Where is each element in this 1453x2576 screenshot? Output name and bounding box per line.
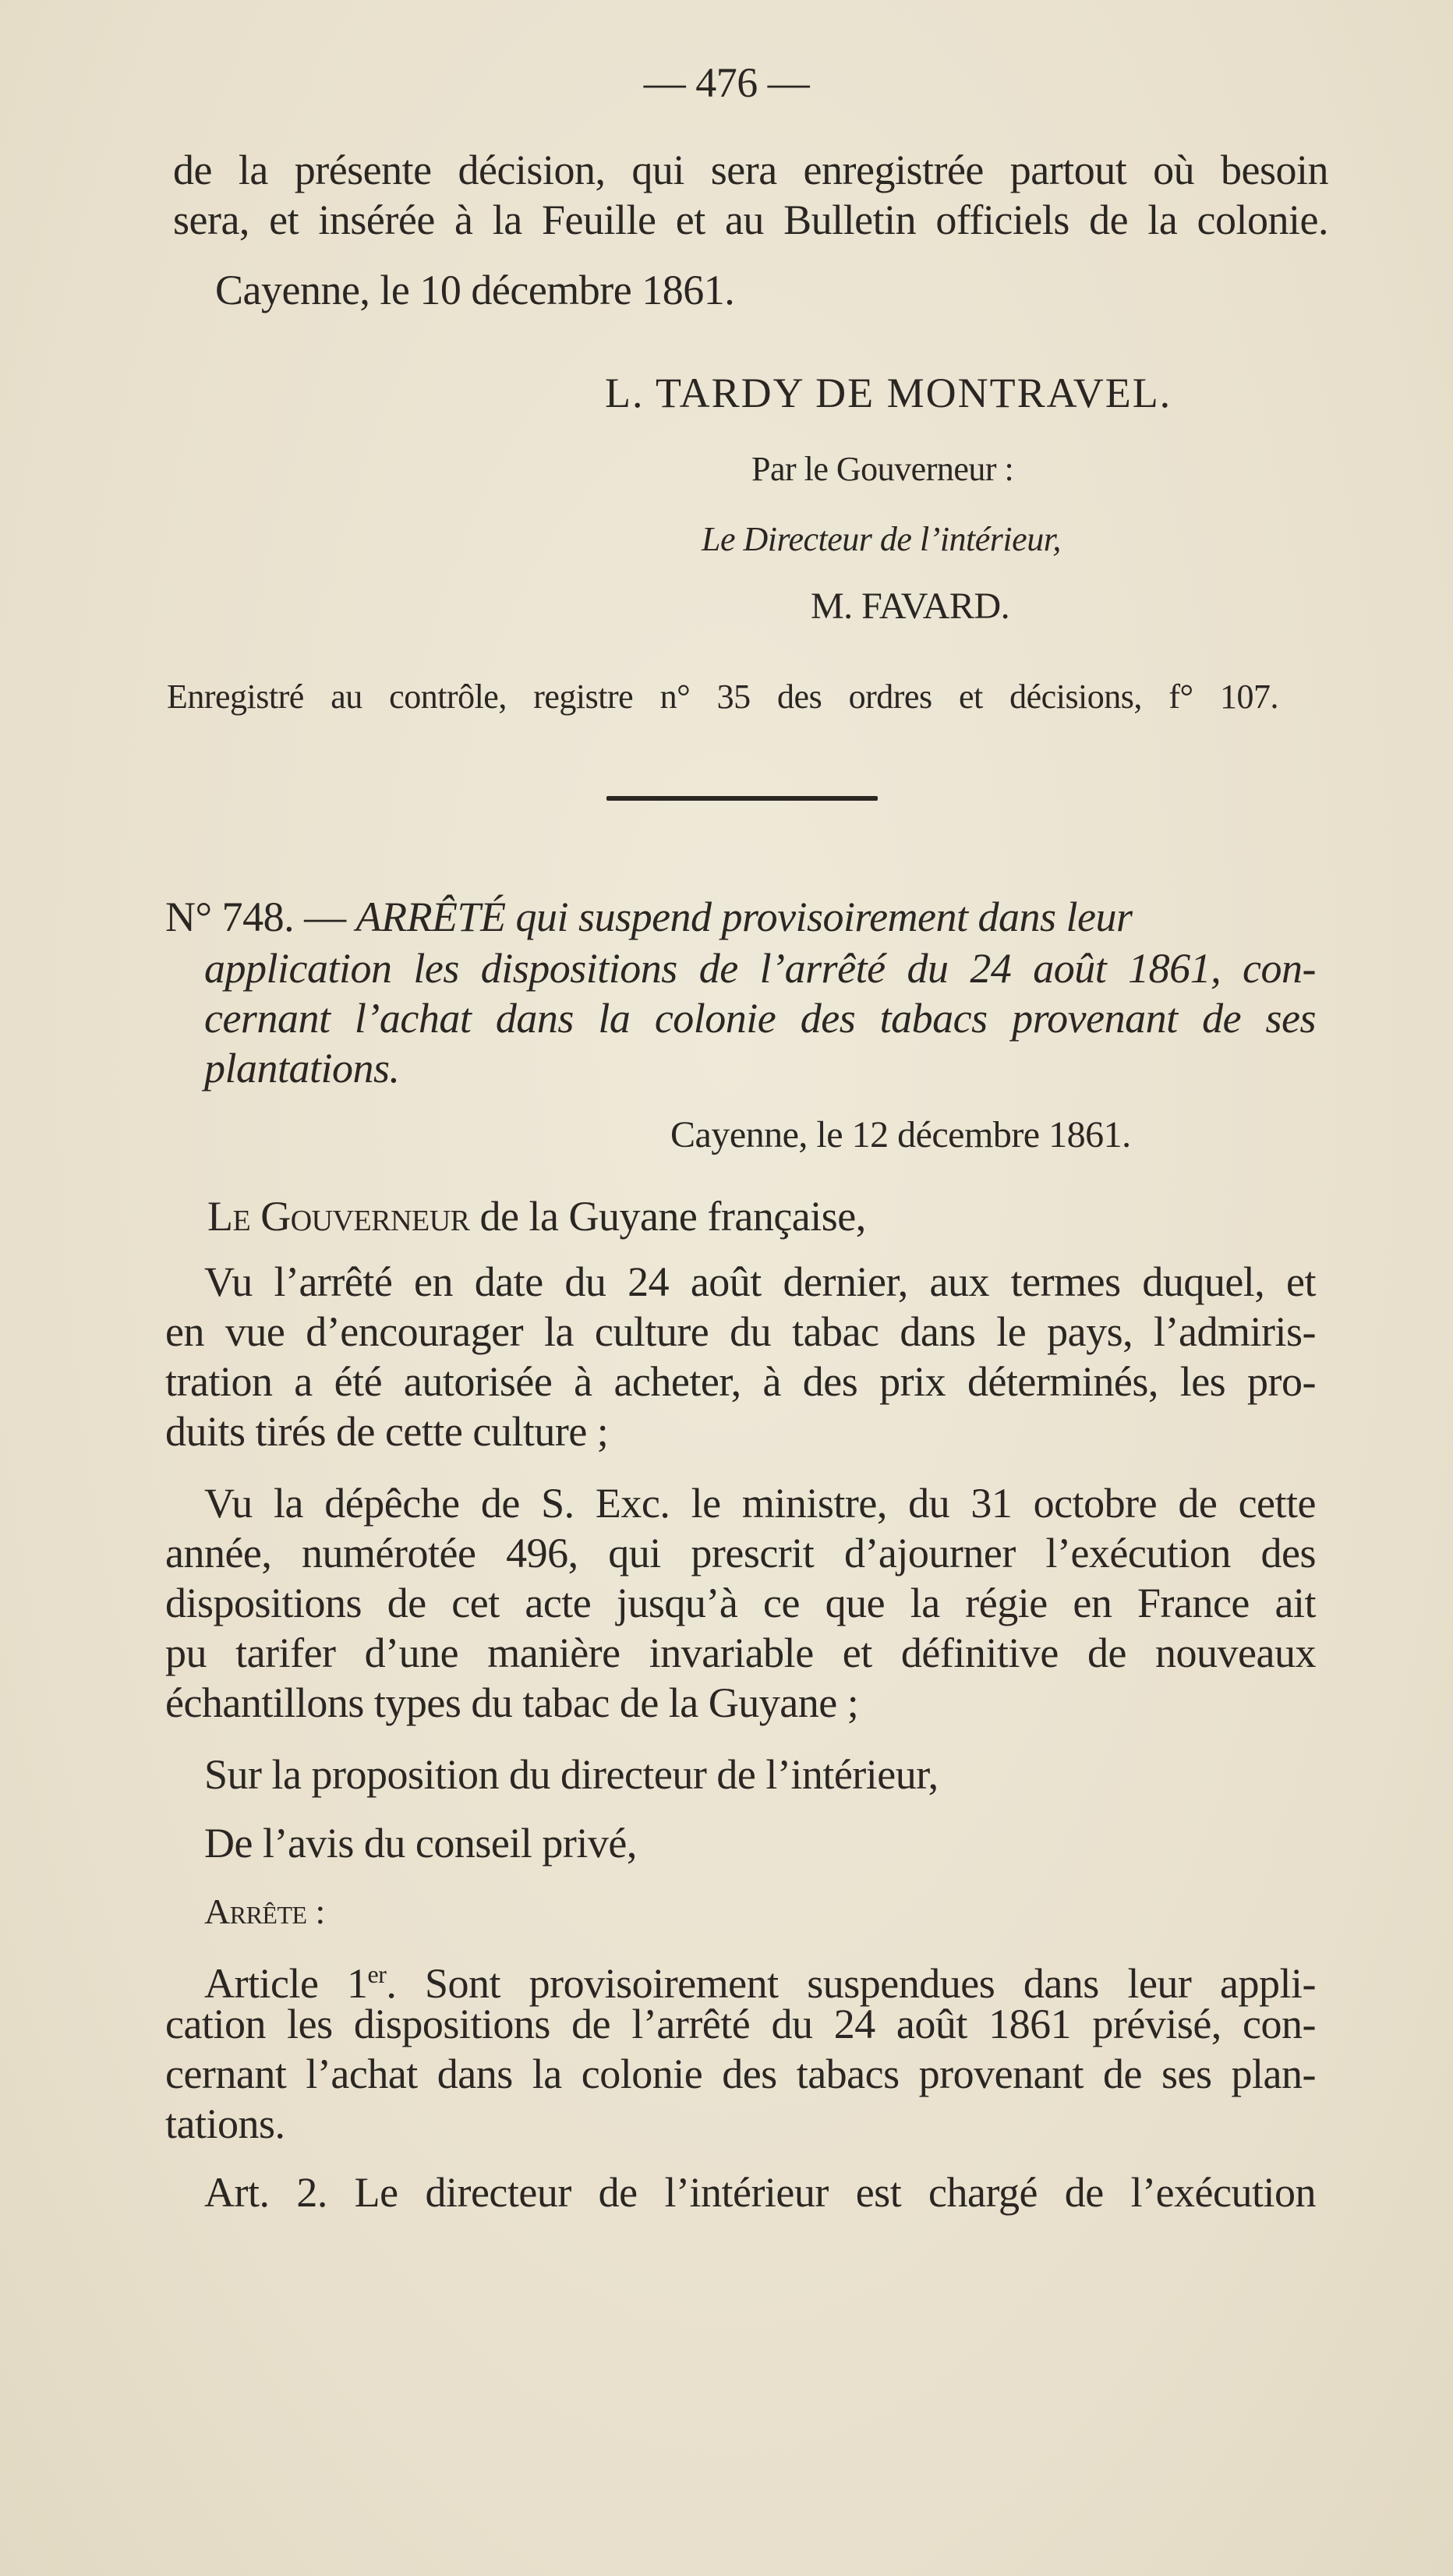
paragraph-line: de la présente décision, qui sera enregistrée partout où besoin [173,147,1328,193]
article-1-line: cation les dispositions de l’arrêté du 24 août 1861 prévisé, con- [165,2001,1316,2047]
governor-signature: L. TARDY DE MONTRAVEL. [605,370,1172,416]
decree-title-line: plantations. [204,1045,400,1092]
decree-number-label: N° 748. — [165,893,346,940]
preamble-governor [207,1191,866,1241]
vu-line: en vue d’encourager la culture du tabac dans le pays, l’admiris- [165,1308,1316,1355]
article-1-line: cernant l’achat dans la colonie des tabacs provenant de ses plan- [165,2051,1316,2097]
article-1-text: . Sont provisoirement suspendues dans leur appli- [386,1960,1316,2007]
vu-line: dispositions de cet acte jusqu’à ce que la régie en France ait [165,1580,1316,1626]
vu-line: Vu l’arrêté en date du 24 août dernier, aux termes duquel, et [204,1258,1316,1305]
sur-proposition: Sur la proposition du directeur de l’intérieur, [204,1751,939,1798]
paragraph-line: sera, et insérée à la Feuille et au Bulletin officiels de la colonie. [173,196,1328,243]
decree-title-line: application les dispositions de l’arrêté du 24 août 1861, con- [204,945,1316,992]
director-role: Le Directeur de l’intérieur, [702,520,1061,558]
director-signature: M. FAVARD. [811,586,1010,627]
vu-line: pu tarifer d’une manière invariable et définitive de nouveaux [165,1629,1316,1676]
place-date: Cayenne, le 10 décembre 1861. [215,267,735,313]
par-le-gouverneur: Par le Gouverneur : [751,450,1014,488]
governor-title: Le Gouverneur [207,1193,470,1240]
vu-line: duits tirés de cette culture ; [165,1408,609,1455]
decree-title-line: cernant l’achat dans la colonie des tabacs provenant de ses [204,995,1316,1042]
registration-note: Enregistré au contrôle, registre n° 35 des ordres et décisions, f° 107. [167,678,1278,716]
article-2-line: Art. 2. Le directeur de l’intérieur est chargé de l’exécution [204,2169,1316,2216]
vu-line: échantillons types du tabac de la Guyane ; [165,1679,859,1726]
decree-title-start: ARRÊTÉ qui suspend provisoirement dans leur [355,893,1133,940]
decree-date: Cayenne, le 12 décembre 1861. [670,1114,1131,1155]
vu-line: tration a été autorisée à acheter, à des prix déterminés, les pro- [165,1358,1316,1405]
arrete-heading: Arrête : [204,1891,325,1931]
avis-conseil: De l’avis du conseil privé, [204,1820,637,1867]
page-number: — 476 — [643,59,810,106]
governor-territory: de la Guyane française, [479,1193,866,1240]
article-1-superscript: er [367,1960,387,1988]
article-1-line: tations. [165,2100,285,2147]
decree-number [165,892,1133,942]
article-1-label: Article 1 [204,1960,368,2007]
vu-line: Vu la dépêche de S. Exc. le ministre, du 31 octobre de cette [204,1480,1316,1527]
separator-rule [606,796,878,801]
vu-line: année, numérotée 496, qui prescrit d’ajourner l’exécution des [165,1530,1316,1576]
